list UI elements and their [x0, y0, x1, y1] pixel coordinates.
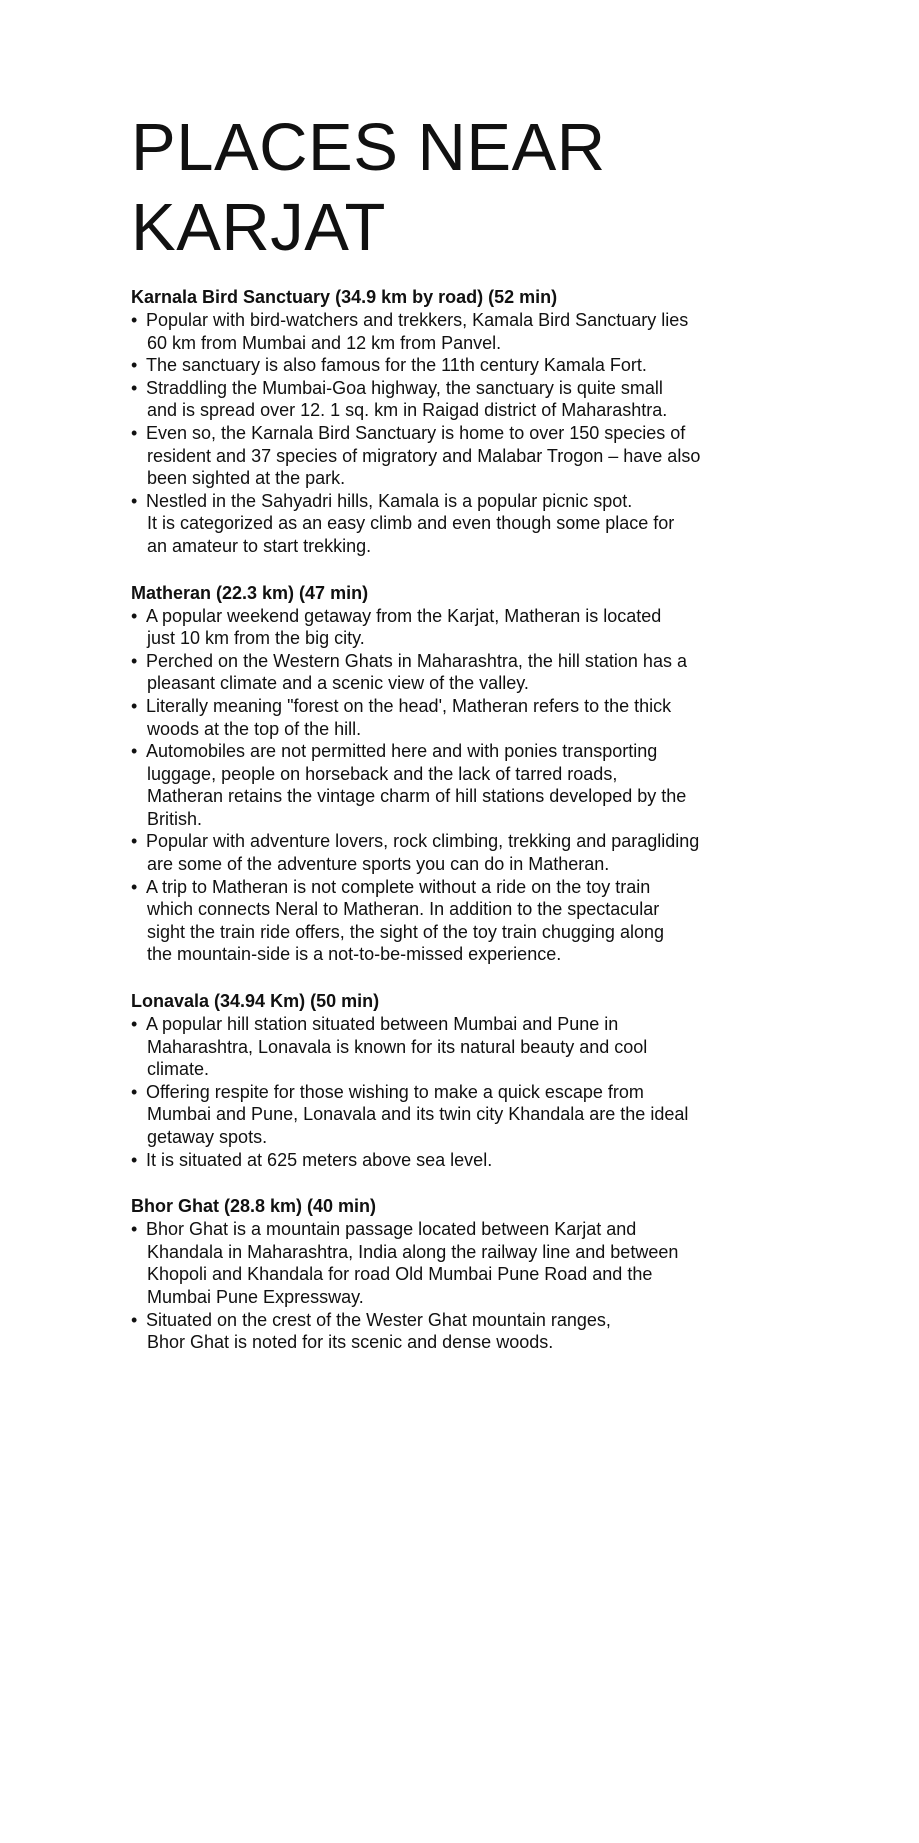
- bullet-item: [131, 830, 771, 875]
- sections-container: [131, 286, 771, 1354]
- bullet-text-line: Maharashtra, Lonavala is known for its natural beauty and cool: [147, 1036, 648, 1057]
- bullet-text-line: are some of the adventure sports you can do in Matheran.: [147, 854, 610, 875]
- bullet-glyph: •: [131, 422, 138, 443]
- bullet-text-line: an amateur to start trekking.: [147, 535, 372, 556]
- bullet-glyph: •: [131, 695, 138, 716]
- bullet-text-line: A popular weekend getaway from the Karjat, Matheran is located: [146, 605, 662, 626]
- bullet-text-line: been sighted at the park.: [147, 468, 346, 489]
- page-title-line: PLACES NEAR: [131, 110, 606, 185]
- bullet-text-line: Even so, the Karnala Bird Sanctuary is home to over 150 species of: [146, 422, 686, 443]
- document-page: [131, 108, 771, 1378]
- bullet-item: [131, 309, 771, 354]
- bullet-text-line: It is categorized as an easy climb and even though some place for: [147, 513, 675, 534]
- bullet-text-line: resident and 37 species of migratory and Malabar Trogon – have also: [147, 445, 701, 466]
- bullet-item: [131, 1149, 771, 1172]
- section: [131, 286, 771, 558]
- bullet-glyph: •: [131, 490, 138, 511]
- bullet-list: [131, 1218, 771, 1354]
- bullet-glyph: •: [131, 1219, 138, 1240]
- bullet-glyph: •: [131, 605, 138, 626]
- bullet-item: [131, 1081, 771, 1149]
- bullet-text-line: Khandala in Maharashtra, India along the railway line and between: [147, 1241, 679, 1262]
- bullet-text-line: Straddling the Mumbai-Goa highway, the sanctuary is quite small: [146, 377, 663, 398]
- bullet-glyph: •: [131, 377, 138, 398]
- bullet-text-line: Bhor Ghat is noted for its scenic and dense woods.: [147, 1332, 554, 1353]
- bullet-item: [131, 740, 771, 830]
- bullet-glyph: •: [131, 650, 138, 671]
- bullet-glyph: •: [131, 1081, 138, 1102]
- bullet-list: [131, 605, 771, 967]
- bullet-text-line: getaway spots.: [147, 1127, 268, 1147]
- bullet-item: [131, 605, 771, 650]
- section: [131, 1195, 771, 1354]
- bullet-text-line: Popular with bird-watchers and trekkers, Kamala Bird Sanctuary lies: [146, 310, 689, 330]
- bullet-glyph: •: [131, 831, 138, 852]
- bullet-text-line: climate.: [147, 1059, 210, 1080]
- bullet-text-line: Offering respite for those wishing to make a quick escape from: [146, 1081, 644, 1102]
- bullet-item: [131, 695, 771, 740]
- bullet-text-line: 60 km from Mumbai and 12 km from Panvel.: [147, 332, 502, 353]
- bullet-text-line: Mumbai and Pune, Lonavala and its twin city Khandala are the ideal: [147, 1104, 689, 1125]
- section-heading: Bhor Ghat (28.8 km) (40 min): [131, 1196, 377, 1217]
- bullet-list: [131, 1013, 771, 1171]
- bullet-item: [131, 1013, 771, 1081]
- bullet-glyph: •: [131, 355, 138, 376]
- bullet-glyph: •: [131, 876, 138, 897]
- section-heading: Karnala Bird Sanctuary (34.9 km by road) (52 min): [131, 287, 558, 307]
- page-title-line: KARJAT: [131, 190, 386, 265]
- bullet-item: [131, 650, 771, 695]
- bullet-glyph: •: [131, 1014, 138, 1035]
- bullet-item: [131, 490, 771, 558]
- section: [131, 990, 771, 1171]
- bullet-glyph: •: [131, 1309, 138, 1330]
- bullet-text-line: A trip to Matheran is not complete without a ride on the toy train: [146, 876, 651, 897]
- page-title: [131, 108, 771, 268]
- bullet-item: [131, 422, 771, 490]
- bullet-text-line: Automobiles are not permitted here and with ponies transporting: [146, 741, 658, 762]
- bullet-text-line: Mumbai Pune Expressway.: [147, 1286, 364, 1307]
- bullet-text-line: luggage, people on horseback and the lack of tarred roads,: [147, 763, 618, 784]
- bullet-text-line: woods at the top of the hill.: [147, 718, 362, 739]
- bullet-text-line: Bhor Ghat is a mountain passage located between Karjat and: [146, 1219, 637, 1240]
- bullet-glyph: •: [131, 1149, 138, 1170]
- bullet-text-line: Nestled in the Sahyadri hills, Kamala is a popular picnic spot.: [146, 490, 633, 511]
- bullet-text-line: Perched on the Western Ghats in Maharashtra, the hill station has a: [146, 650, 687, 671]
- bullet-list: [131, 309, 771, 558]
- bullet-text-line: It is situated at 625 meters above sea level.: [146, 1149, 493, 1170]
- bullet-item: [131, 1309, 771, 1354]
- bullet-text-line: Matheran retains the vintage charm of hill stations developed by the: [147, 786, 687, 807]
- section-heading: Lonavala (34.94 Km) (50 min): [131, 991, 380, 1012]
- bullet-text-line: sight the train ride offers, the sight of the toy train chugging along: [147, 921, 664, 942]
- bullet-text-line: Popular with adventure lovers, rock climbing, trekking and paragliding: [146, 831, 700, 852]
- bullet-item: [131, 876, 771, 966]
- bullet-text-line: just 10 km from the big city.: [147, 628, 365, 649]
- bullet-text-line: the mountain-side is a not-to-be-missed experience.: [147, 944, 562, 965]
- bullet-text-line: A popular hill station situated between Mumbai and Pune in: [146, 1014, 619, 1035]
- bullet-item: [131, 1218, 771, 1308]
- bullet-text-line: Situated on the crest of the Wester Ghat mountain ranges,: [146, 1309, 611, 1330]
- bullet-text-line: which connects Neral to Matheran. In addition to the spectacular: [147, 899, 660, 920]
- bullet-text-line: pleasant climate and a scenic view of the valley.: [147, 673, 529, 694]
- bullet-text-line: Khopoli and Khandala for road Old Mumbai Pune Road and the: [147, 1264, 653, 1285]
- bullet-glyph: •: [131, 310, 138, 330]
- bullet-text-line: British.: [147, 808, 203, 829]
- bullet-item: [131, 354, 771, 377]
- bullet-glyph: •: [131, 741, 138, 762]
- section-heading: Matheran (22.3 km) (47 min): [131, 582, 369, 603]
- section: [131, 582, 771, 967]
- bullet-item: [131, 377, 771, 422]
- bullet-text-line: and is spread over 12. 1 sq. km in Raigad district of Maharashtra.: [147, 400, 668, 421]
- bullet-text-line: Literally meaning "forest on the head', Matheran refers to the thick: [146, 695, 672, 716]
- bullet-text-line: The sanctuary is also famous for the 11th century Kamala Fort.: [146, 355, 647, 376]
